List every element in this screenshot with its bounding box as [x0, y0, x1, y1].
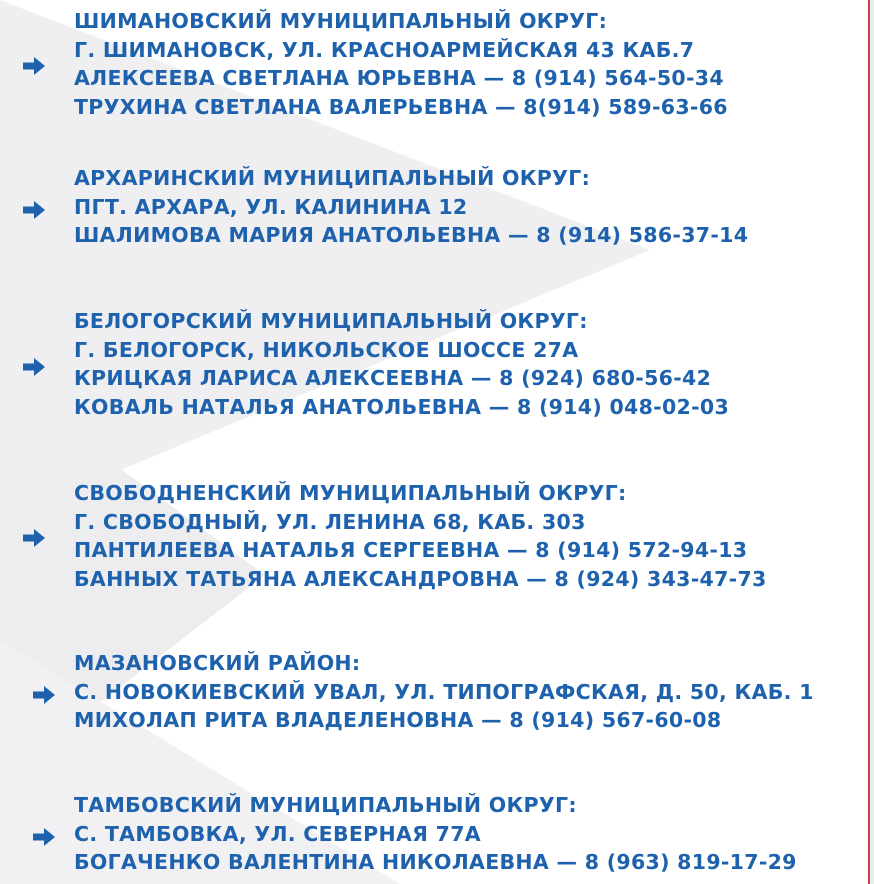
contact-person: АЛЕКСЕЕВА СВЕТЛАНА ЮРЬЕВНА — 8 (914) 564-50-34 — [74, 66, 724, 90]
contact-person: ШАЛИМОВА МАРИЯ АНАТОЛЬЕВНА — 8 (914) 586-37-14 — [74, 223, 749, 247]
contact-person: ТРУХИНА СВЕТЛАНА ВАЛЕРЬЕВНА — 8(914) 589-63-66 — [74, 94, 728, 119]
contact-person: ПАНТИЛЕЕВА НАТАЛЬЯ СЕРГЕЕВНА — 8 (914) 572-94-13 — [74, 538, 748, 562]
contact-person: КОВАЛЬ НАТАЛЬЯ АНАТОЛЬЕВНА — 8 (914) 048-02-03 — [74, 394, 730, 419]
entry-text-block — [74, 164, 748, 250]
district-address: Г. БЕЛОГОРСК, НИКОЛЬСКОЕ ШОССЕ 27А — [74, 337, 579, 362]
entry-text-block — [74, 307, 729, 421]
contact-person: БАННЫХ ТАТЬЯНА АЛЕКСАНДРОВНА — 8 (924) 343-47-73 — [74, 566, 767, 591]
entry-text-block — [74, 7, 728, 121]
entry-text-block — [74, 649, 814, 735]
district-address: С. ТАМБОВКА, УЛ. СЕВЕРНАЯ 77А — [74, 821, 481, 846]
arrow-right-icon — [23, 529, 45, 547]
district-address: С. НОВОКИЕВСКИЙ УВАЛ, УЛ. ТИПОГРАФСКАЯ, Д. 50, КАБ. 1 — [74, 679, 814, 704]
district-title: АРХАРИНСКИЙ МУНИЦИПАЛЬНЫЙ ОКРУГ: — [74, 166, 591, 190]
district-address: Г. СВОБОДНЫЙ, УЛ. ЛЕНИНА 68, КАБ. 303 — [74, 509, 586, 534]
district-title: ШИМАНОВСКИЙ МУНИЦИПАЛЬНЫЙ ОКРУГ: — [74, 9, 608, 33]
contact-person: МИХОЛАП РИТА ВЛАДЕЛЕНОВНА — 8 (914) 567-60-08 — [74, 708, 722, 732]
arrow-right-icon — [33, 686, 55, 704]
district-address: ПГТ. АРХАРА, УЛ. КАЛИНИНА 12 — [74, 194, 468, 219]
arrow-right-icon — [33, 828, 55, 846]
arrow-right-icon — [23, 358, 45, 376]
district-title: БЕЛОГОРСКИЙ МУНИЦИПАЛЬНЫЙ ОКРУГ: — [74, 309, 588, 333]
entry-text-block — [74, 479, 767, 593]
district-title: СВОБОДНЕНСКИЙ МУНИЦИПАЛЬНЫЙ ОКРУГ: — [74, 481, 627, 505]
district-title: МАЗАНОВСКИЙ РАЙОН: — [74, 651, 361, 675]
entry-text-block — [74, 791, 797, 877]
contact-person: КРИЦКАЯ ЛАРИСА АЛЕКСЕЕВНА — 8 (924) 680-56-42 — [74, 366, 712, 390]
district-title: ТАМБОВСКИЙ МУНИЦИПАЛЬНЫЙ ОКРУГ: — [74, 793, 577, 817]
arrow-right-icon — [23, 201, 45, 219]
arrow-right-icon — [23, 57, 45, 75]
contact-person: БОГАЧЕНКО ВАЛЕНТИНА НИКОЛАЕВНА — 8 (963) 819-17-29 — [74, 850, 797, 874]
district-address: Г. ШИМАНОВСК, УЛ. КРАСНОАРМЕЙСКАЯ 43 КАБ.7 — [74, 37, 695, 62]
